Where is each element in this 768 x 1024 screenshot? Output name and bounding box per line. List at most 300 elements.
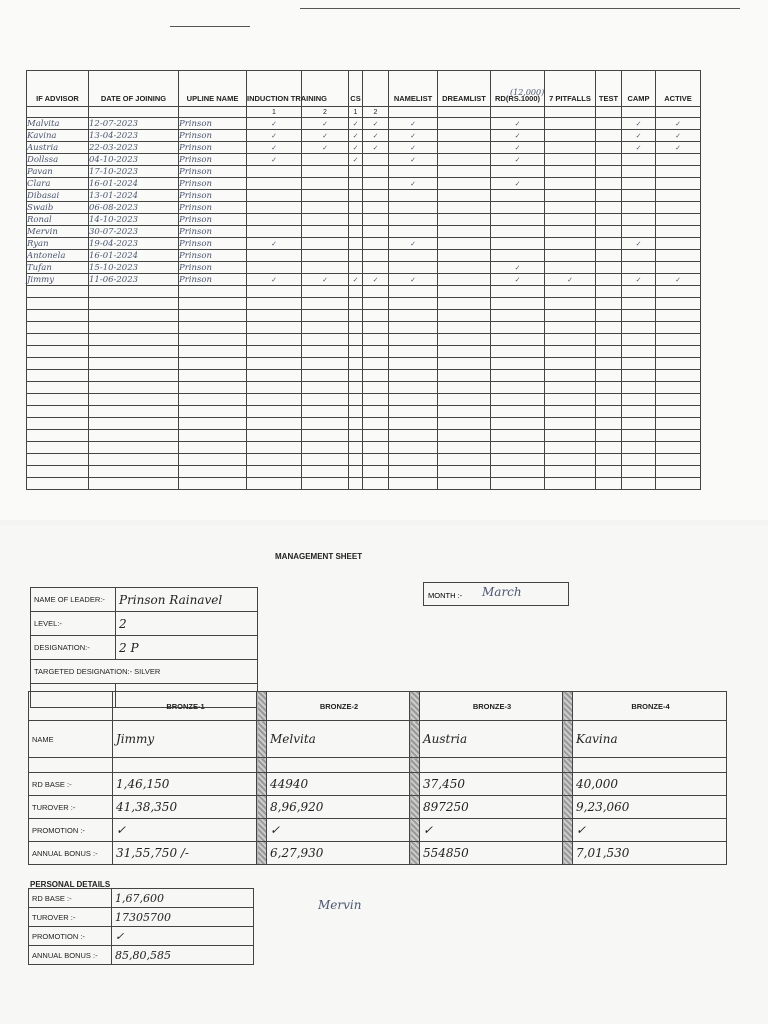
tracker-cell-camp (622, 154, 656, 166)
tracker-cell-test (596, 118, 622, 130)
tracker-cell-active (656, 214, 701, 226)
cs-1: 1 (349, 107, 363, 118)
tracker-cell-nl (389, 214, 438, 226)
tracker-cell-camp (622, 190, 656, 202)
personal-row (29, 946, 254, 965)
tracker-cell-upline: Prinson (179, 154, 247, 166)
rd-note: (12,000) (510, 88, 545, 97)
tracker-cell-active (656, 166, 701, 178)
tracker-cell-nl: ✓ (389, 118, 438, 130)
tracker-cell-c1: ✓ (349, 154, 363, 166)
tracker-cell-date: 12-07-2023 (89, 118, 179, 130)
tracker-cell-dl (438, 130, 491, 142)
tracker-cell-nl (389, 226, 438, 238)
tracker-header-1: DATE OF JOINING (89, 71, 179, 107)
tracker-cell-rd (491, 226, 545, 238)
tracker-cell-name: Ryan (27, 238, 89, 250)
tracker-cell-date: 15-10-2023 (89, 262, 179, 274)
tracker-cell-nl: ✓ (389, 154, 438, 166)
tracker-cell-rd (491, 238, 545, 250)
month-value: March (482, 585, 522, 599)
bronze-row-label: RD BASE :- (29, 773, 113, 796)
tracker-cell-dl (438, 118, 491, 130)
tracker-cell-nl: ✓ (389, 130, 438, 142)
tracker-cell-nl (389, 262, 438, 274)
bronze-value: 554850 (420, 842, 563, 865)
tracker-row (27, 130, 701, 142)
tracker-cell-upline: Prinson (179, 178, 247, 190)
tracker-cell-date: 11-06-2023 (89, 274, 179, 286)
tracker-cell-upline: Prinson (179, 118, 247, 130)
personal-value: 17305700 (112, 908, 254, 927)
tracker-header-6 (363, 71, 389, 107)
bronze-value: 1,46,150 (113, 773, 257, 796)
tracker-empty-row (27, 382, 701, 394)
sheet-edge-line (300, 8, 740, 9)
tracker-cell-t2 (302, 214, 349, 226)
tracker-header-3: INDUCTION TRAINING (247, 71, 302, 107)
tracker-empty-row (27, 358, 701, 370)
tracker-cell-pf (545, 214, 596, 226)
tracker-cell-active (656, 226, 701, 238)
tracker-cell-nl (389, 166, 438, 178)
tracker-row (27, 154, 701, 166)
tracker-cell-nl (389, 250, 438, 262)
tracker-cell-t2 (302, 250, 349, 262)
tracker-cell-c1 (349, 214, 363, 226)
tracker-cell-c1 (349, 226, 363, 238)
bronze-value (573, 758, 727, 773)
bronze-row (29, 819, 727, 842)
tracker-cell-date: 17-10-2023 (89, 166, 179, 178)
tracker-cell-c1 (349, 178, 363, 190)
tracker-cell-pf: ✓ (545, 274, 596, 286)
tracker-cell-test (596, 202, 622, 214)
tracker-cell-date: 13-01-2024 (89, 190, 179, 202)
targeted-designation: TARGETED DESIGNATION:- SILVER (31, 660, 258, 684)
tracker-cell-camp: ✓ (622, 238, 656, 250)
tracker-cell-name: Antonela (27, 250, 89, 262)
tracker-row (27, 238, 701, 250)
tracker-cell-name: Ronal (27, 214, 89, 226)
bronze-value: 37,450 (420, 773, 563, 796)
designation-label: DESIGNATION:- (31, 636, 116, 660)
tracker-row (27, 226, 701, 238)
tracker-cell-c2: ✓ (363, 130, 389, 142)
tracker-cell-upline: Prinson (179, 202, 247, 214)
tracker-cell-t1: ✓ (247, 130, 302, 142)
tracker-cell-test (596, 154, 622, 166)
tracker-cell-name: Mervin (27, 226, 89, 238)
tracker-cell-name: Swaib (27, 202, 89, 214)
tracker-cell-test (596, 166, 622, 178)
personal-details-table (28, 888, 254, 965)
personal-value: 85,80,585 (112, 946, 254, 965)
tracker-cell-t1 (247, 262, 302, 274)
tracker-cell-c2 (363, 262, 389, 274)
tracker-cell-rd: ✓ (491, 178, 545, 190)
level-label: LEVEL:- (31, 612, 116, 636)
tracker-header-0: IF ADVISOR (27, 71, 89, 107)
tracker-header-2: UPLINE NAME (179, 71, 247, 107)
tracker-subheader (27, 107, 701, 118)
tracker-cell-c1 (349, 166, 363, 178)
bronze-row (29, 842, 727, 865)
induction-2: 2 (302, 107, 349, 118)
tracker-cell-test (596, 214, 622, 226)
tracker-cell-name: Jimmy (27, 274, 89, 286)
personal-label: ANNUAL BONUS :- (29, 946, 112, 965)
cs-2: 2 (363, 107, 389, 118)
tracker-cell-c1 (349, 262, 363, 274)
tracker-cell-dl (438, 202, 491, 214)
tracker-cell-c2 (363, 226, 389, 238)
tracker-empty-row (27, 466, 701, 478)
bronze-value: 7,01,530 (573, 842, 727, 865)
tracker-cell-pf (545, 190, 596, 202)
tracker-cell-upline: Prinson (179, 238, 247, 250)
tracker-cell-test (596, 274, 622, 286)
tracker-header-5: CS (349, 71, 363, 107)
tracker-cell-t2 (302, 202, 349, 214)
tracker-cell-pf (545, 118, 596, 130)
tracker-cell-upline: Prinson (179, 142, 247, 154)
tracker-cell-t2: ✓ (302, 274, 349, 286)
tracker-cell-camp (622, 202, 656, 214)
tracker-cell-dl (438, 154, 491, 166)
tracker-header-10: 7 PITFALLS (545, 71, 596, 107)
tracker-cell-dl (438, 262, 491, 274)
tracker-cell-c2: ✓ (363, 142, 389, 154)
tracker-cell-pf (545, 142, 596, 154)
personal-value: ✓ (112, 927, 254, 946)
bronze-header-3: BRONZE-3 (420, 692, 563, 721)
tracker-empty-row (27, 442, 701, 454)
tracker-cell-active (656, 190, 701, 202)
tracker-cell-name: Tufan (27, 262, 89, 274)
tracker-cell-rd (491, 166, 545, 178)
tracker-cell-c2 (363, 190, 389, 202)
tracker-cell-camp (622, 178, 656, 190)
tracker-cell-date: 16-01-2024 (89, 250, 179, 262)
tracker-cell-dl (438, 142, 491, 154)
tracker-cell-active: ✓ (656, 118, 701, 130)
tracker-cell-c2 (363, 154, 389, 166)
month-box (423, 582, 569, 606)
tracker-cell-t1 (247, 166, 302, 178)
tracker-cell-date: 22-03-2023 (89, 142, 179, 154)
bronze-value: 897250 (420, 796, 563, 819)
induction-1: 1 (247, 107, 302, 118)
tracker-cell-c1 (349, 250, 363, 262)
tracker-cell-dl (438, 214, 491, 226)
tracker-empty-row (27, 310, 701, 322)
tracker-cell-rd (491, 190, 545, 202)
tracker-cell-t1: ✓ (247, 238, 302, 250)
level-value: 2 (116, 612, 258, 636)
tracker-row (27, 118, 701, 130)
tracker-cell-nl (389, 190, 438, 202)
tracker-cell-test (596, 262, 622, 274)
tracker-cell-camp: ✓ (622, 142, 656, 154)
tracker-cell-t2: ✓ (302, 130, 349, 142)
tracker-cell-rd: ✓ (491, 154, 545, 166)
personal-value: 1,67,600 (112, 889, 254, 908)
tracker-cell-pf (545, 202, 596, 214)
bronze-value: ✓ (420, 819, 563, 842)
tracker-cell-t1 (247, 214, 302, 226)
tracker-cell-test (596, 238, 622, 250)
tracker-cell-t2 (302, 262, 349, 274)
tracker-empty-row (27, 394, 701, 406)
tracker-cell-c1: ✓ (349, 118, 363, 130)
tracker-cell-c1: ✓ (349, 142, 363, 154)
tracker-row (27, 142, 701, 154)
tracker-empty-row (27, 406, 701, 418)
tracker-cell-t2: ✓ (302, 142, 349, 154)
tracker-header-7: NAMELIST (389, 71, 438, 107)
tracker-cell-c1: ✓ (349, 274, 363, 286)
bronze-row (29, 773, 727, 796)
tracker-cell-nl: ✓ (389, 238, 438, 250)
tracker-cell-c2 (363, 178, 389, 190)
tracker-cell-t2 (302, 238, 349, 250)
tracker-empty-row (27, 298, 701, 310)
bronze-row-label: ANNUAL BONUS :- (29, 842, 113, 865)
tracker-cell-pf (545, 178, 596, 190)
side-note: Mervin (318, 898, 362, 912)
tracker-cell-dl (438, 226, 491, 238)
tracker-cell-upline: Prinson (179, 226, 247, 238)
tracker-row (27, 166, 701, 178)
personal-row (29, 908, 254, 927)
tracker-cell-c2: ✓ (363, 274, 389, 286)
tracker-cell-t1 (247, 250, 302, 262)
tracker-cell-name: Dollssa (27, 154, 89, 166)
tracker-header-11: TEST (596, 71, 622, 107)
bronze-header-2: BRONZE-2 (267, 692, 410, 721)
tracker-cell-active (656, 262, 701, 274)
tracker-empty-row (27, 430, 701, 442)
tracker-header-13: ACTIVE (656, 71, 701, 107)
tracker-cell-t1 (247, 178, 302, 190)
leader-details-table (30, 587, 258, 708)
tracker-cell-active (656, 178, 701, 190)
tracker-cell-c2 (363, 238, 389, 250)
bronze-row (29, 758, 727, 773)
tracker-empty-row (27, 418, 701, 430)
tracker-cell-t1 (247, 202, 302, 214)
advisor-tracker-table (26, 70, 701, 490)
tracker-cell-pf (545, 226, 596, 238)
tracker-cell-camp: ✓ (622, 118, 656, 130)
tracker-cell-active: ✓ (656, 142, 701, 154)
management-title: MANAGEMENT SHEET (275, 552, 363, 561)
bronze-row-label (29, 758, 113, 773)
personal-row (29, 927, 254, 946)
tracker-row (27, 178, 701, 190)
bronze-header-1: BRONZE-1 (113, 692, 257, 721)
tracker-cell-rd (491, 202, 545, 214)
bronze-value: 8,96,920 (267, 796, 410, 819)
bronze-value (267, 758, 410, 773)
tracker-empty-row (27, 322, 701, 334)
tracker-row (27, 262, 701, 274)
bronze-value: Austria (420, 721, 563, 758)
tracker-cell-upline: Prinson (179, 214, 247, 226)
tracker-cell-active: ✓ (656, 274, 701, 286)
month-label: MONTH :- (428, 591, 463, 600)
leader-name-label: NAME OF LEADER:- (31, 588, 116, 612)
tracker-cell-date: 13-04-2023 (89, 130, 179, 142)
tracker-cell-pf (545, 166, 596, 178)
sheet-edge-line (170, 26, 250, 27)
tracker-cell-camp (622, 226, 656, 238)
tracker-cell-test (596, 130, 622, 142)
bronze-value: 41,38,350 (113, 796, 257, 819)
tracker-cell-upline: Prinson (179, 190, 247, 202)
bronze-row (29, 796, 727, 819)
tracker-cell-nl (389, 202, 438, 214)
tracker-cell-t1 (247, 226, 302, 238)
personal-label: PROMOTION :- (29, 927, 112, 946)
tracker-empty-row (27, 286, 701, 298)
tracker-cell-camp (622, 214, 656, 226)
tracker-cell-t2 (302, 154, 349, 166)
tracker-cell-t1: ✓ (247, 274, 302, 286)
tracker-cell-dl (438, 178, 491, 190)
tracker-cell-nl: ✓ (389, 274, 438, 286)
tracker-header-12: CAMP (622, 71, 656, 107)
bronze-header-row (29, 692, 727, 721)
tracker-cell-active (656, 202, 701, 214)
tracker-cell-upline: Prinson (179, 166, 247, 178)
tracker-cell-pf (545, 154, 596, 166)
tracker-row (27, 190, 701, 202)
tracker-cell-rd: ✓ (491, 118, 545, 130)
tracker-empty-row (27, 370, 701, 382)
bronze-value: ✓ (113, 819, 257, 842)
personal-label: TUROVER :- (29, 908, 112, 927)
tracker-cell-active (656, 238, 701, 250)
tracker-cell-upline: Prinson (179, 262, 247, 274)
tracker-cell-c1 (349, 238, 363, 250)
tracker-header-9: RD(RS.1000) (491, 71, 545, 107)
bronze-row-label: PROMOTION :- (29, 819, 113, 842)
tracker-cell-t1: ✓ (247, 118, 302, 130)
tracker-cell-test (596, 250, 622, 262)
tracker-cell-nl: ✓ (389, 142, 438, 154)
tracker-cell-t2: ✓ (302, 118, 349, 130)
tracker-cell-camp (622, 166, 656, 178)
tracker-cell-t2 (302, 166, 349, 178)
tracker-cell-dl (438, 274, 491, 286)
tracker-cell-pf (545, 238, 596, 250)
tracker-cell-c2 (363, 214, 389, 226)
personal-row (29, 889, 254, 908)
bronze-value: Melvita (267, 721, 410, 758)
tracker-row (27, 274, 701, 286)
tracker-cell-date: 30-07-2023 (89, 226, 179, 238)
tracker-row (27, 202, 701, 214)
bronze-table (28, 691, 727, 865)
bronze-value: 9,23,060 (573, 796, 727, 819)
tracker-cell-test (596, 190, 622, 202)
tracker-cell-dl (438, 238, 491, 250)
personal-label: RD BASE :- (29, 889, 112, 908)
tracker-cell-rd: ✓ (491, 142, 545, 154)
tracker-cell-name: Austria (27, 142, 89, 154)
tracker-cell-t1 (247, 190, 302, 202)
tracker-cell-camp (622, 262, 656, 274)
designation-value: 2 P (116, 636, 258, 660)
management-sheet (0, 525, 768, 1024)
tracker-cell-rd (491, 214, 545, 226)
tracker-cell-rd (491, 250, 545, 262)
tracker-cell-date: 06-08-2023 (89, 202, 179, 214)
tracker-empty-row (27, 478, 701, 490)
bronze-value: ✓ (267, 819, 410, 842)
tracker-cell-date: 14-10-2023 (89, 214, 179, 226)
bronze-row-label: NAME (29, 721, 113, 758)
tracker-cell-camp (622, 250, 656, 262)
tracker-cell-pf (545, 250, 596, 262)
tracker-cell-dl (438, 190, 491, 202)
tracker-cell-camp: ✓ (622, 130, 656, 142)
bronze-value: 40,000 (573, 773, 727, 796)
tracker-cell-test (596, 178, 622, 190)
tracker-cell-dl (438, 250, 491, 262)
tracker-cell-rd: ✓ (491, 262, 545, 274)
tracker-empty-row (27, 334, 701, 346)
tracker-cell-t2 (302, 178, 349, 190)
tracker-cell-t2 (302, 190, 349, 202)
tracker-cell-test (596, 142, 622, 154)
tracker-row (27, 214, 701, 226)
tracker-row (27, 250, 701, 262)
tracker-empty-row (27, 454, 701, 466)
bronze-value: 44940 (267, 773, 410, 796)
tracker-cell-camp: ✓ (622, 274, 656, 286)
tracker-cell-t2 (302, 226, 349, 238)
tracker-cell-date: 19-04-2023 (89, 238, 179, 250)
personal-details-title: PERSONAL DETAILS (30, 880, 111, 889)
bronze-value: Kavina (573, 721, 727, 758)
tracker-cell-upline: Prinson (179, 250, 247, 262)
tracker-cell-name: Kavina (27, 130, 89, 142)
tracker-cell-test (596, 226, 622, 238)
tracker-cell-t1: ✓ (247, 142, 302, 154)
tracker-cell-date: 04-10-2023 (89, 154, 179, 166)
tracker-cell-c2 (363, 166, 389, 178)
bronze-value (113, 758, 257, 773)
tracker-cell-active (656, 250, 701, 262)
bronze-value: 6,27,930 (267, 842, 410, 865)
tracker-cell-upline: Prinson (179, 274, 247, 286)
tracker-cell-c2: ✓ (363, 118, 389, 130)
tracker-cell-name: Pavan (27, 166, 89, 178)
tracker-cell-upline: Prinson (179, 130, 247, 142)
tracker-cell-rd: ✓ (491, 274, 545, 286)
bronze-row (29, 721, 727, 758)
tracker-cell-pf (545, 130, 596, 142)
tracker-cell-c2 (363, 202, 389, 214)
bronze-value: ✓ (573, 819, 727, 842)
bronze-value: Jimmy (113, 721, 257, 758)
tracker-empty-row (27, 346, 701, 358)
bronze-header-4: BRONZE-4 (573, 692, 727, 721)
tracker-cell-name: Clara (27, 178, 89, 190)
